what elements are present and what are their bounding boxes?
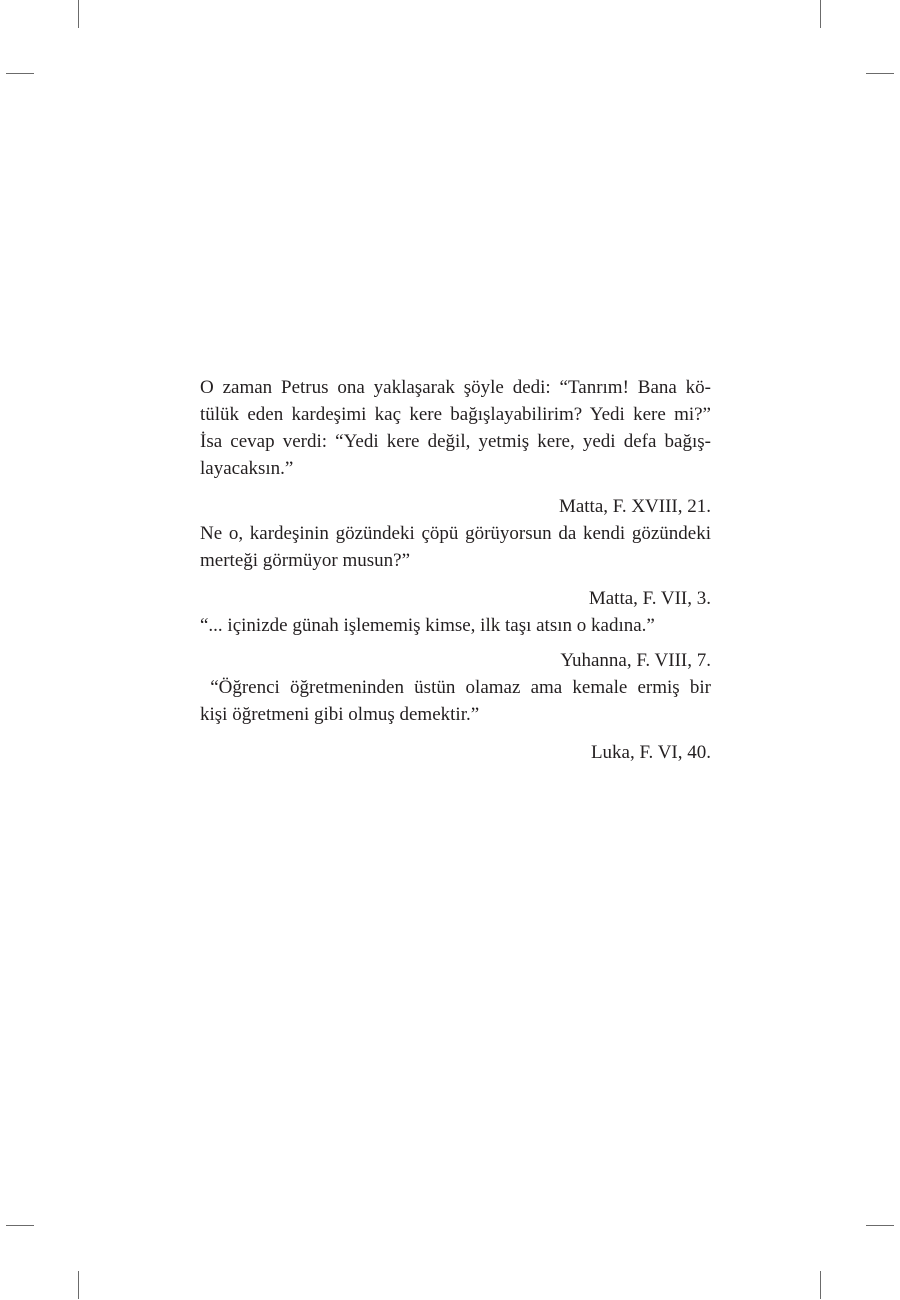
- crop-mark-bottom-right-vertical: [820, 1271, 821, 1299]
- crop-mark-top-right-vertical: [820, 0, 821, 28]
- epigraph-block: [200, 612, 711, 674]
- epigraph-block: [200, 520, 711, 612]
- crop-mark-bottom-left-horizontal: [6, 1225, 34, 1226]
- epigraph-quote: [200, 520, 711, 574]
- epigraph-block: [200, 374, 711, 520]
- epigraph-citation: Matta, F. VII, 3.: [588, 588, 711, 609]
- quote-line: Ne o, kardeşinin gözündeki çöpü görüyorsun da kendi gözündeki: [200, 523, 711, 544]
- quote-line: tülük eden kardeşimi kaç kere bağışlayabilirim? Yedi kere mi?”: [200, 404, 711, 425]
- epigraph-citation: Luka, F. VI, 40.: [590, 742, 711, 763]
- crop-mark-top-right-horizontal: [866, 73, 894, 74]
- epigraphs: [200, 374, 711, 766]
- crop-mark-top-left-horizontal: [6, 73, 34, 74]
- quote-line: “Öğrenci öğretmeninden üstün olamaz ama kemale ermiş bir: [200, 677, 711, 698]
- crop-mark-top-left-vertical: [78, 0, 79, 28]
- epigraph-block: [200, 674, 711, 766]
- epigraph-quote: [200, 612, 711, 639]
- quote-line: merteği görmüyor musun?”: [200, 550, 411, 571]
- quote-line: İsa cevap verdi: “Yedi kere değil, yetmiş kere, yedi defa bağış-: [200, 431, 711, 452]
- epigraph-citation: Matta, F. XVIII, 21.: [558, 496, 711, 517]
- epigraph-quote: [200, 674, 711, 728]
- quote-line: “... içinizde günah işlememiş kimse, ilk taşı atsın o kadına.”: [200, 615, 655, 636]
- quote-line: O zaman Petrus ona yaklaşarak şöyle dedi: “Tanrım! Bana kö-: [200, 377, 711, 398]
- epigraph-citation: Yuhanna, F. VIII, 7.: [560, 650, 711, 671]
- epigraph-quote: [200, 374, 711, 482]
- crop-mark-bottom-left-vertical: [78, 1271, 79, 1299]
- quote-line: kişi öğretmeni gibi olmuş demektir.”: [200, 704, 480, 725]
- crop-mark-bottom-right-horizontal: [866, 1225, 894, 1226]
- quote-line: layacaksın.”: [200, 458, 294, 479]
